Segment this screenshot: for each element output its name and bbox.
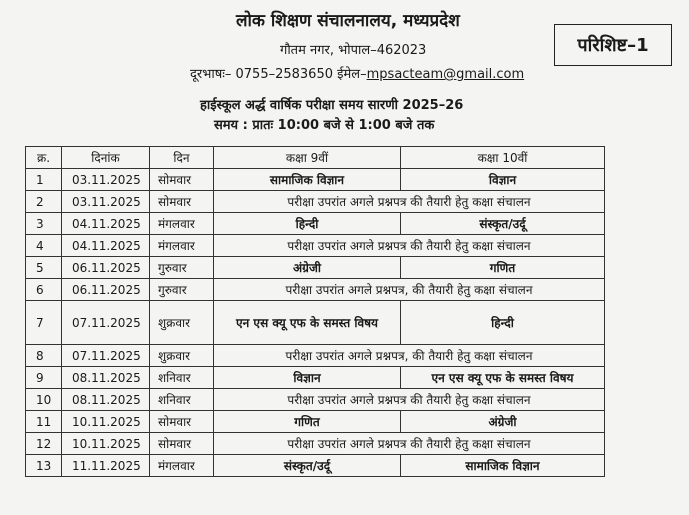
table-row — [26, 191, 605, 213]
class-10-subject: अंग्रेजी — [401, 411, 605, 433]
serial-cell: 8 — [26, 345, 62, 367]
phone-label: दूरभाषः– — [190, 67, 232, 82]
table-row — [26, 301, 605, 345]
preparation-note: परीक्षा उपरांत अगले प्रश्नपत्र की तैयारी हेतु कक्षा संचालन — [214, 191, 605, 213]
preparation-note: परीक्षा उपरांत अगले प्रश्नपत्र की तैयारी हेतु कक्षा संचालन — [214, 389, 605, 411]
class-9-subject: गणित — [214, 411, 401, 433]
preparation-note: परीक्षा उपरांत अगले प्रश्नपत्र की तैयारी हेतु कक्षा संचालन — [214, 433, 605, 455]
serial-cell: 4 — [26, 235, 62, 257]
day-cell: मंगलवार — [150, 213, 214, 235]
phone-number: 0755–2583650 — [235, 67, 333, 82]
contact-line — [190, 64, 524, 82]
table-row — [26, 169, 605, 191]
org-address: गौतम नगर, भोपाल–462023 — [280, 43, 427, 58]
table-row — [26, 257, 605, 279]
table-row — [26, 389, 605, 411]
class-10-subject: हिन्दी — [401, 301, 605, 345]
date-cell: 06.11.2025 — [62, 279, 150, 301]
day-cell: सोमवार — [150, 411, 214, 433]
document-title: हाईस्कूल अर्द्ध वार्षिक परीक्षा समय सारणी 2025–26 — [200, 98, 464, 113]
day-cell: सोमवार — [150, 191, 214, 213]
serial-cell: 9 — [26, 367, 62, 389]
class-9-subject: विज्ञान — [214, 367, 401, 389]
org-name: लोक शिक्षण संचालनालय, मध्यप्रदेश — [236, 11, 460, 31]
header-serial: क्र. — [26, 147, 62, 169]
day-cell: शनिवार — [150, 367, 214, 389]
table-row — [26, 455, 605, 477]
serial-cell: 12 — [26, 433, 62, 455]
table-row — [26, 213, 605, 235]
date-cell: 10.11.2025 — [62, 411, 150, 433]
date-cell: 08.11.2025 — [62, 389, 150, 411]
exam-timing: समय : प्रातः 10:00 बजे से 1:00 बजे तक — [214, 118, 435, 133]
date-cell: 06.11.2025 — [62, 257, 150, 279]
day-cell: मंगलवार — [150, 455, 214, 477]
serial-cell: 13 — [26, 455, 62, 477]
class-10-subject: एन एस क्यू एफ के समस्त विषय — [401, 367, 605, 389]
date-cell: 04.11.2025 — [62, 235, 150, 257]
class-9-subject: एन एस क्यू एफ के समस्त विषय — [214, 301, 401, 345]
class-9-subject: हिन्दी — [214, 213, 401, 235]
table-row — [26, 279, 605, 301]
preparation-note: परीक्षा उपरांत अगले प्रश्नपत्र, की तैयारी हेतु कक्षा संचालन — [214, 279, 605, 301]
table-row — [26, 433, 605, 455]
day-cell: सोमवार — [150, 433, 214, 455]
table-row — [26, 411, 605, 433]
table-row — [26, 235, 605, 257]
class-9-subject: संस्कृत/उर्दू — [214, 455, 401, 477]
preparation-note: परीक्षा उपरांत अगले प्रश्नपत्र की तैयारी हेतु कक्षा संचालन — [214, 235, 605, 257]
date-cell: 04.11.2025 — [62, 213, 150, 235]
serial-cell: 1 — [26, 169, 62, 191]
serial-cell: 11 — [26, 411, 62, 433]
date-cell: 07.11.2025 — [62, 301, 150, 345]
table-header-row — [26, 147, 605, 169]
date-cell: 10.11.2025 — [62, 433, 150, 455]
preparation-note: परीक्षा उपरांत अगले प्रश्नपत्र, की तैयारी हेतु कक्षा संचालन — [214, 345, 605, 367]
serial-cell: 5 — [26, 257, 62, 279]
table-row — [26, 367, 605, 389]
email-address: mpsacteam@gmail.com — [366, 67, 525, 82]
header-day: दिन — [150, 147, 214, 169]
date-cell: 03.11.2025 — [62, 191, 150, 213]
date-cell: 07.11.2025 — [62, 345, 150, 367]
email-label: ईमेल– — [337, 67, 367, 82]
header-date: दिनांक — [62, 147, 150, 169]
class-10-subject: सामाजिक विज्ञान — [401, 455, 605, 477]
class-10-subject: संस्कृत/उर्दू — [401, 213, 605, 235]
serial-cell: 7 — [26, 301, 62, 345]
annex-box: परिशिष्ट–1 — [554, 24, 672, 66]
date-cell: 08.11.2025 — [62, 367, 150, 389]
class-10-subject: विज्ञान — [401, 169, 605, 191]
day-cell: गुरुवार — [150, 257, 214, 279]
date-cell: 11.11.2025 — [62, 455, 150, 477]
day-cell: शुक्रवार — [150, 301, 214, 345]
serial-cell: 10 — [26, 389, 62, 411]
date-cell: 03.11.2025 — [62, 169, 150, 191]
day-cell: गुरुवार — [150, 279, 214, 301]
day-cell: मंगलवार — [150, 235, 214, 257]
serial-cell: 3 — [26, 213, 62, 235]
serial-cell: 2 — [26, 191, 62, 213]
class-10-subject: गणित — [401, 257, 605, 279]
day-cell: सोमवार — [150, 169, 214, 191]
header-class-10: कक्षा 10वीं — [401, 147, 605, 169]
table-row — [26, 345, 605, 367]
class-9-subject: सामाजिक विज्ञान — [214, 169, 401, 191]
header-class-9: कक्षा 9वीं — [214, 147, 401, 169]
exam-schedule-table — [25, 146, 605, 477]
day-cell: शनिवार — [150, 389, 214, 411]
day-cell: शुक्रवार — [150, 345, 214, 367]
serial-cell: 6 — [26, 279, 62, 301]
class-9-subject: अंग्रेजी — [214, 257, 401, 279]
